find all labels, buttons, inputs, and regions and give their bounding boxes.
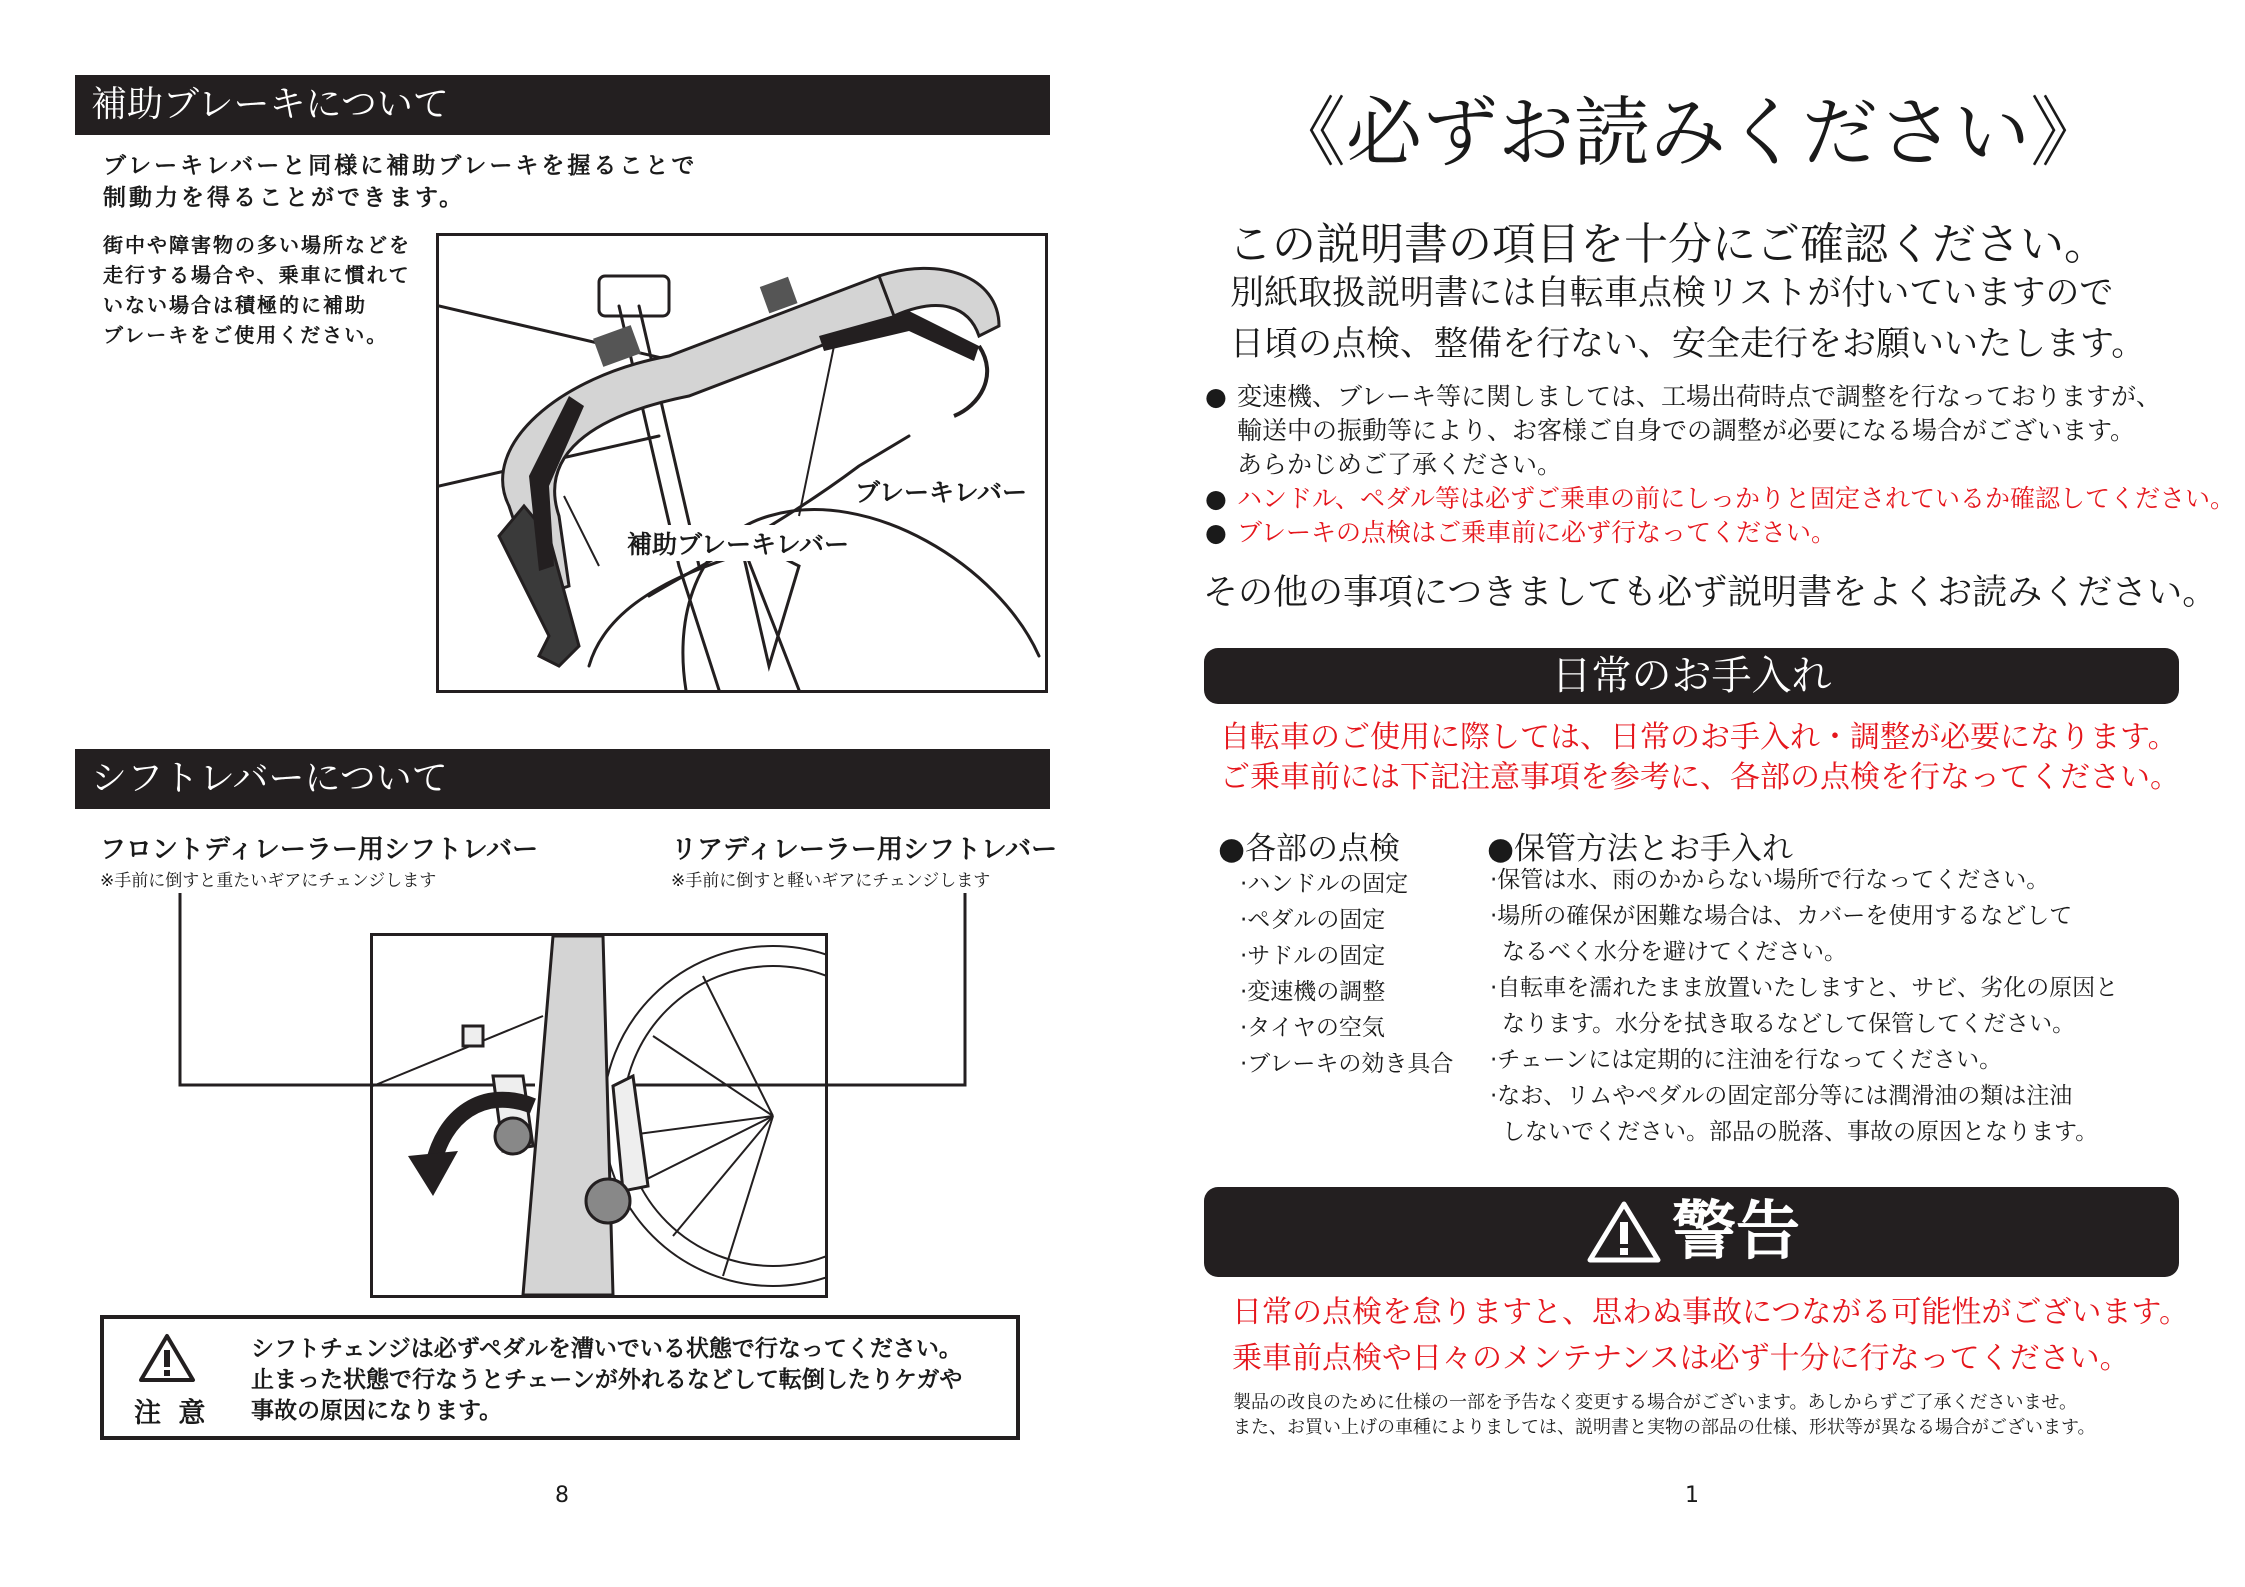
footnote [1233, 1390, 2096, 1440]
caution-text [251, 1334, 962, 1427]
warning-triangle-icon [1586, 1200, 1662, 1264]
front-shift-title: フロントディレーラー用シフトレバー [100, 835, 539, 865]
brake-note-line: 走行する場合や、乗車に慣れて [103, 263, 411, 287]
notice-line: 変速機、ブレーキ等に関しましては、工場出荷時点で調整を行なっておりますが、 [1237, 382, 2162, 411]
sub-text-line: 別紙取扱説明書には自転車点検リストが付いていますので [1230, 273, 2114, 313]
bullet-icon: ● [1205, 382, 1227, 411]
shift-lever-drawing [373, 936, 825, 1295]
label-aux-brake-lever: 補助ブレーキレバー [623, 525, 853, 561]
brake-note-line: 街中や障害物の多い場所などを [103, 233, 411, 257]
check-title: ●各部の点検 [1218, 831, 1401, 867]
notice-item [1205, 380, 2235, 482]
check-item: ·ブレーキの効き具合 [1240, 1051, 1454, 1077]
storage-line: ·保管は水、雨のかからない場所で行なってください。 [1490, 867, 2050, 893]
care-header: 日常のお手入れ [1204, 648, 2179, 704]
shift-section-header: シフトレバーについて [75, 749, 1050, 809]
check-item: ·ハンドルの固定 [1240, 871, 1409, 897]
caution-triangle-icon [138, 1333, 196, 1383]
storage-line: ·自転車を濡れたまま放置いたしますと、サビ、劣化の原因と [1490, 975, 2119, 1001]
caution-line: シフトチェンジは必ずペダルを漕いでいる状態で行なってください。 [251, 1336, 962, 1362]
warning-title: 警告 [1672, 1195, 1800, 1269]
check-list [1240, 866, 1453, 1082]
caution-line: 止まった状態で行なうとチェーンが外れるなどして転倒したりケガや [251, 1367, 963, 1393]
caution-box [100, 1315, 1020, 1440]
storage-list [1490, 862, 2118, 1150]
care-notice-line: 自転車のご使用に際しては、日常のお手入れ・調整が必要になります。 [1220, 720, 2178, 755]
label-brake-lever: ブレーキレバー [855, 478, 1028, 507]
bullet-icon: ● [1205, 518, 1227, 547]
caution-label: 注 意 [134, 1398, 210, 1429]
closing-text: その他の事項につきましても必ず説明書をよくお読みください。 [1203, 573, 2218, 613]
brake-note-line: ブレーキをご使用ください。 [103, 323, 389, 347]
check-item: ·変速機の調整 [1240, 979, 1386, 1005]
brake-intro-line: 制動力を得ることができます。 [103, 185, 466, 211]
notice-line: ハンドル、ペダル等は必ずご乗車の前にしっかりと固定されているか確認してください。 [1237, 484, 2236, 513]
sub-text-line: 日頃の点検、整備を行ない、安全走行をお願いいたします。 [1230, 324, 2146, 364]
brake-section-header: 補助ブレーキについて [75, 75, 1050, 135]
lead-text: この説明書の項目を十分にご確認ください。 [1228, 219, 2108, 270]
storage-line: ·なお、リムやペダルの固定部分等には潤滑油の類は注油 [1490, 1083, 2073, 1109]
rear-shift-note: ※手前に倒すと軽いギアにチェンジします [671, 871, 991, 891]
shift-lever-illustration [370, 933, 828, 1298]
notice-item [1205, 516, 2235, 550]
page-number-right: 1 [1685, 1483, 1699, 1508]
notice-list [1205, 380, 2235, 550]
warning-line: 日常の点検を怠りますと、思わぬ事故につながる可能性がございます。 [1232, 1295, 2189, 1330]
brake-note-line: いない場合は積極的に補助 [103, 293, 367, 317]
notice-line: ブレーキの点検はご乗車前に必ず行なってください。 [1237, 518, 1837, 547]
brake-intro-line: ブレーキレバーと同様に補助ブレーキを握ることで [103, 153, 698, 179]
storage-line: ·場所の確保が困難な場合は、カバーを使用するなどして [1490, 903, 2073, 929]
sub-text [1230, 268, 2145, 370]
storage-line: なるべく水分を避けてください。 [1502, 939, 1847, 965]
storage-line: しないでください。部品の脱落、事故の原因となります。 [1502, 1119, 2099, 1145]
care-notice-line: ご乗車前には下記注意事項を参考に、各部の点検を行なってください。 [1220, 760, 2180, 795]
check-item: ·タイヤの空気 [1240, 1015, 1385, 1041]
notice-line: あらかじめご了承ください。 [1237, 450, 1563, 479]
rear-shift-title: リアディレーラー用シフトレバー [671, 835, 1058, 865]
footnote-line: 製品の改良のために仕様の一部を予告なく変更する場合がございます。あしからずご了承くださいませ。 [1233, 1392, 2078, 1413]
storage-line: なります。水分を拭き取るなどして保管してください。 [1502, 1011, 2076, 1037]
footnote-line: また、お買い上げの車種によりましては、説明書と実物の部品の仕様、形状等が異なる場合がございます。 [1233, 1417, 2096, 1438]
storage-line: ·チェーンには定期的に注油を行なってください。 [1490, 1047, 2003, 1073]
care-notice [1220, 718, 2180, 798]
warning-header [1204, 1187, 2179, 1277]
page-number-left: 8 [555, 1483, 569, 1508]
front-shift-note: ※手前に倒すと重たいギアにチェンジします [100, 871, 437, 891]
notice-line: 輸送中の振動等により、お客様ご自身での調整が必要になる場合がございます。 [1237, 416, 2136, 445]
notice-item [1205, 482, 2235, 516]
page-title: 《必ずお読みください》 [1270, 88, 2106, 177]
storage-title: ●保管方法とお手入れ [1487, 831, 1794, 867]
warning-text [1232, 1290, 2189, 1382]
caution-line: 事故の原因になります。 [251, 1398, 503, 1424]
check-item: ·ペダルの固定 [1240, 907, 1386, 933]
bullet-icon: ● [1205, 484, 1227, 513]
check-item: ·サドルの固定 [1240, 943, 1386, 969]
warning-line: 乗車前点検や日々のメンテナンスは必ず十分に行なってください。 [1232, 1341, 2130, 1376]
